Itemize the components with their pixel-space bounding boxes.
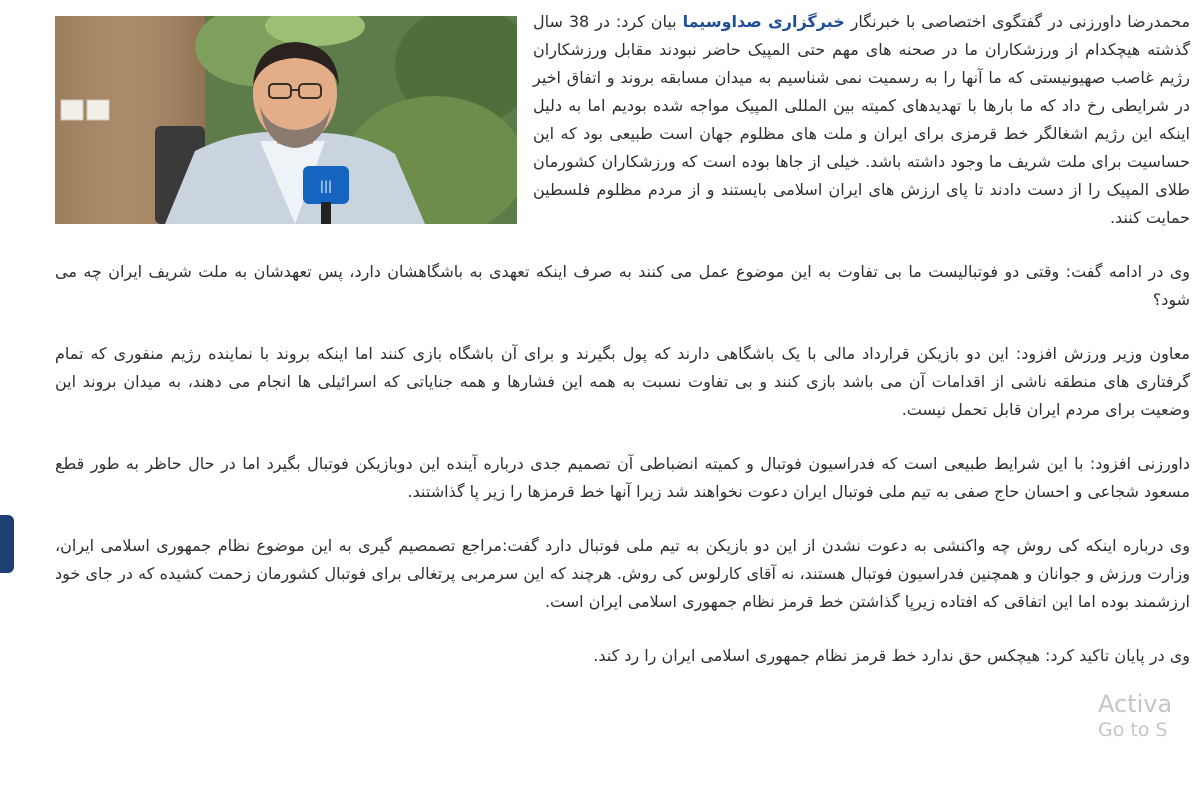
paragraph-3: معاون وزیر ورزش افزود: این دو بازیکن قرارداد مالی با یک باشگاهی دارند که پول بگیرند و برای آن باشگاه بازی کنند اما اینکه بروند با نماینده رژیم منفوری که تمام گرفتاری های منطقه ناشی از اقدامات آن می باشد بازی کنند و بی تفاوت نسبت به همه این فشارها و همه جنایاتی که اسرائیلی ها انجام می دهند، به میدان بروند این وضعیت برای مردم ایران قابل تحمل نیست. [55, 344, 1190, 419]
paragraph-2: وی در ادامه گفت: وقتی دو فوتبالیست ما بی تفاوت به این موضوع عمل می کنند به صرف اینکه تعهدی به باشگاهشان دارد، پس تعهدشان به ملت شریف ایران چه می شود؟ [55, 262, 1190, 309]
paragraph-6: وی در پایان تاکید کرد: هیچکس حق ندارد خط قرمز نظام جمهوری اسلامی ایران را رد کند. [593, 646, 1190, 665]
article-body [55, 8, 1190, 800]
paragraph-1-lead: محمدرضا داورزنی در گفتگوی اختصاصی با خبرنگار [850, 12, 1191, 31]
svg-text:|||: ||| [319, 179, 333, 193]
paragraph-5: وی درباره اینکه کی روش چه واکنشی به دعوت نشدن از این دو بازیکن به تیم ملی فوتبال دارد گفت:مراجع تصمصیم گیری به این موضوع نظام جمهوری اسلامی ایران، وزارت ورزش و جوانان و همچنین فدراسیون فوتبال هستند، نه آقای کارلوس کی روش. هرچند که این سرمربی پرتغالی برای فوتبال کشورمان زحمت کشیده که در جای خود ارزشمند بوده اما این اتفاقی که افتاده زیرپا گذاشتن خط قرمز نظام جمهوری اسلامی ایران است. [55, 536, 1190, 611]
interview-photo [55, 16, 517, 224]
watermark-line-2: Go to S [1098, 719, 1168, 741]
agency-link[interactable]: خبرگزاری صداوسیما [682, 12, 845, 31]
watermark-line-1: Activa [1098, 690, 1173, 718]
paragraph-4: داورزنی افزود: با این شرایط طبیعی است که فدراسیون فوتبال و کمیته انضباطی آن تصمیم جدی درباره آینده این دوبازیکن فوتبال بگیرد اما در حال حاظر به طور قطع مسعود شجاعی و احسان حاج صفی به تیم ملی فوتبال ایران دعوت نخواهند شد زیرا آنها خط قرمزها را زیر پا گذاشتند. [55, 454, 1190, 501]
paragraph-1-body: بیان کرد: در 38 سال گذشته هیچکدام از ورزشکاران ما در صحنه های مهم حتی المپیک حاضر نبودند مقابل ورزشکاران رژیم غاصب صهیونیستی که ما آنها را به رسمیت نمی شناسیم به میدان مسابقه بروند و اتفاق اخیر در شرایطی رخ داد که ما بارها با تهدیدهای کمیته بین المللی المپیک مواجه شده بودیم اما به دلیل اینکه این رژیم اشغالگر خط قرمزی برای ایران و ملت های مظلوم جهان است طبیعی بود که این حساسیت برای ملت شریف ما وجود داشته باشد. خیلی از جاها بوده است که ورزشکاران کشورمان طلای المپیک را از دست دادند تا پای ارزش های ایران اسلامی بایستند و از مردم مظلوم فلسطین حمایت کنند. [533, 12, 1190, 227]
side-tab[interactable] [0, 515, 14, 573]
